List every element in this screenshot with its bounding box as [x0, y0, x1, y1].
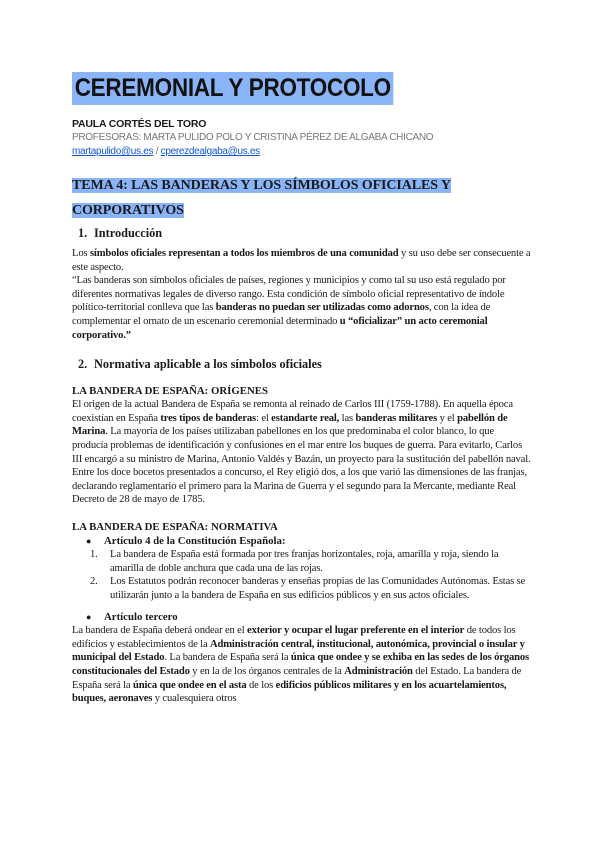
- email-line: [72, 145, 532, 159]
- email-link-marta[interactable]: martapulido@us.es: [72, 146, 154, 157]
- text-run: Los: [72, 248, 90, 259]
- list-item-text: La bandera de España está formada por tres franjas horizontales, roja, amarilla y roja, siendo la amarilla de doble anchura que cada una de las rojas.: [110, 548, 499, 574]
- bold-text: estandarte real,: [271, 412, 340, 424]
- section-title: Introducción: [94, 226, 163, 240]
- origins-paragraph: [72, 398, 532, 507]
- text-run: El origen de la actual Bandera de España se remonta al reinado de Carlos III (1759-1788). En aquella época coexistían en España: [72, 399, 513, 424]
- text-run: de todos los edificios y establecimientos de la: [72, 625, 516, 650]
- bullet-label: Artículo 4 de la Constitución Española:: [104, 534, 286, 547]
- intro-paragraph-1: [72, 247, 532, 274]
- email-link-cristina[interactable]: cperezdealgaba@us.es: [160, 146, 260, 157]
- bold-text: edificios públicos militares y en los acuartelamientos, buques, aeronaves: [72, 679, 507, 705]
- document-title: CEREMONIAL Y PROTOCOLO: [72, 72, 394, 105]
- articulo-tercero-paragraph: [72, 624, 532, 706]
- list-item-number: 1.: [90, 548, 98, 560]
- text-run: La bandera de España deberá ondear en el: [72, 625, 248, 637]
- section-heading-introduccion: [72, 225, 532, 241]
- text-run: las: [339, 412, 356, 424]
- text-run: , con la idea de complementar el ornato de un escenario ceremonial determinado: [72, 302, 491, 327]
- bullet-icon: ●: [86, 535, 92, 546]
- bold-text: Administración central, institucional, autonómica, provincial o insular y municipal del Estado: [72, 638, 525, 664]
- text-run: . La bandera de España será la: [164, 652, 291, 664]
- tema-heading-line1: TEMA 4: LAS BANDERAS Y LOS SÍMBOLOS OFICIALES Y: [72, 178, 451, 193]
- text-run: de los: [246, 679, 276, 691]
- section-heading-normativa: [72, 356, 532, 372]
- text-run: y su uso debe ser consecuente a este aspecto.: [72, 248, 531, 273]
- list-item: [72, 548, 532, 575]
- list-item-text: Los Estatutos podrán reconocer banderas y enseñas propias de las Comunidades Autónomas. Estas se utilizarán junto a la bandera de España en sus edificios públicos y en sus actos oficiales.: [110, 576, 526, 601]
- section-title: Normativa aplicable a los símbolos oficiales: [94, 357, 322, 372]
- bold-text: única que ondee y se exhiba en las sedes de los órganos constitucionales del Estado: [72, 652, 529, 678]
- intro-paragraph-2: [72, 274, 532, 342]
- tema-heading-line2: CORPORATIVOS: [72, 203, 184, 218]
- professors-line: PROFESORAS: MARTA PULIDO POLO Y CRISTINA PÉREZ DE ALGABA CHICANO: [72, 132, 434, 143]
- bold-text: u “oficializar” un acto ceremonial corporativo.”: [72, 315, 488, 341]
- bold-text: símbolos oficiales representan a todos los miembros de una comunidad: [89, 248, 399, 259]
- document-page: [72, 72, 532, 706]
- text-run: . La mayoría de los países utilizaban pabellones en los que predominaba el color blanco, lo que producía problemas de identificación y confusiones en el mar entre los buques de guerra. Para evitarlo, Carlos III encargó a su ministro de Marina, Antonio Valdés y Bazán, un proyecto para la sustitución del pabellón naval. Entre los doce bocetos presentados a concurso, el Rey eligió dos, a los que varió las dimensiones de las franjas, declarando reglamentario el primero para la Marina de Guerra y el segundo para la Mercante, mediante Real Decreto de 28 de mayo de 1785.: [72, 426, 531, 506]
- list-item: [72, 575, 532, 602]
- bold-text: pabellón de Marina: [72, 412, 508, 438]
- text-run: y el: [437, 412, 458, 424]
- section-number: 2.: [78, 357, 88, 372]
- bold-text: única que ondee en el asta: [133, 679, 247, 691]
- text-run: del Estado. La bandera de España será la: [72, 666, 522, 691]
- bold-text: tres tipos de banderas: [160, 412, 257, 424]
- bold-text: Administración: [344, 666, 413, 678]
- email-separator: /: [153, 146, 161, 157]
- bullet-label: Artículo tercero: [104, 611, 178, 624]
- list-item-number: 2.: [90, 576, 98, 588]
- bullet-articulo-4: [72, 534, 532, 548]
- text-run: : el: [256, 412, 272, 424]
- text-run: y en la de los órganos centrales de la: [189, 666, 345, 678]
- text-run: y cualesquiera otros: [152, 693, 237, 705]
- author-name: PAULA CORTÉS DEL TORO: [72, 118, 207, 130]
- subheading-origenes: LA BANDERA DE ESPAÑA: ORÍGENES: [72, 385, 268, 398]
- tema-heading: [72, 173, 532, 223]
- subheading-normativa: LA BANDERA DE ESPAÑA: NORMATIVA: [72, 520, 278, 533]
- bold-text: exterior y ocupar el lugar preferente en el interior: [247, 625, 465, 637]
- bold-text: banderas no puedan ser utilizadas como adornos: [215, 302, 429, 314]
- bullet-articulo-tercero: [72, 610, 532, 624]
- section-number: 1.: [78, 226, 88, 240]
- text-run: “Las banderas son símbolos oficiales de países, regiones y municipios y como tal su uso está regulado por diferentes normativas legales de diverso rango. Esta condición de símbolo oficial representativo de índole político-territorial conlleva que las: [72, 275, 506, 314]
- bold-text: banderas militares: [355, 412, 438, 424]
- bullet-icon: ●: [86, 612, 92, 623]
